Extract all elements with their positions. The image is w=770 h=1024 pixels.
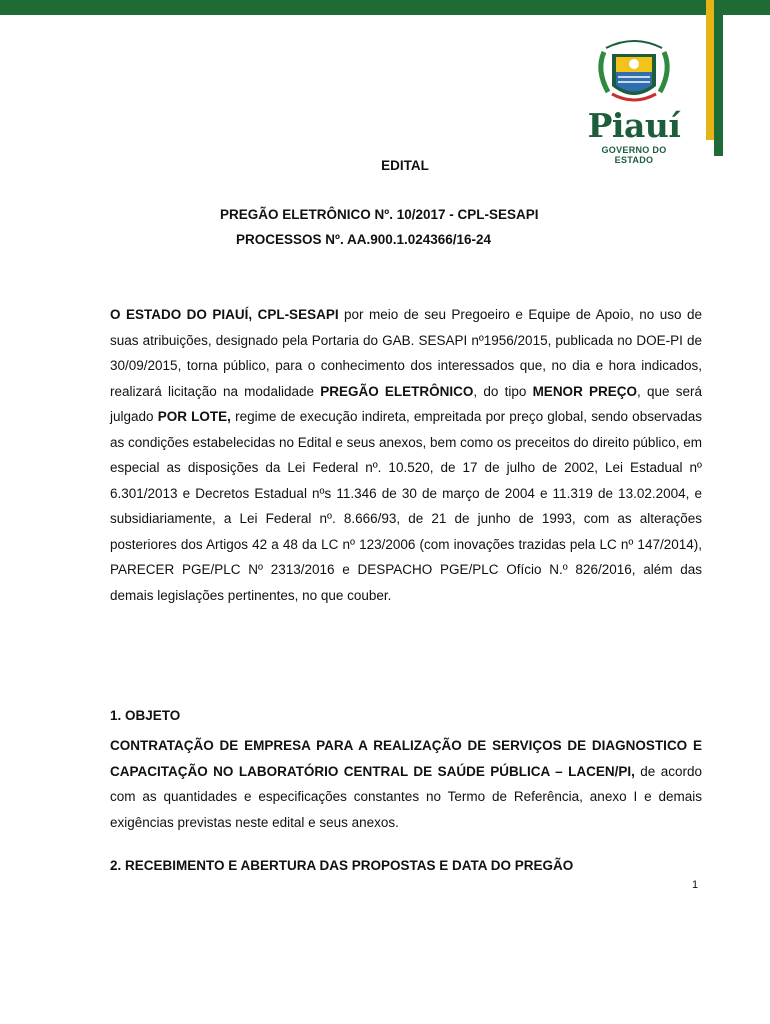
- section-1-heading: 1. OBJETO: [110, 708, 181, 723]
- piaui-coat-of-arms-logo: [582, 34, 686, 165]
- processo-number: PROCESSOS Nº. AA.900.1.024366/16-24: [236, 232, 492, 247]
- intro-paragraph: [110, 302, 702, 608]
- header-green-stripe: [714, 0, 723, 156]
- logo-subtitle: GOVERNO DO ESTADO: [601, 145, 667, 165]
- objeto-paragraph: [110, 733, 702, 835]
- intro-segment: MENOR PREÇO: [532, 383, 638, 399]
- objeto-segment: CONTRATAÇÃO DE EMPRESA PARA A REALIZAÇÃO DE SERVIÇOS DE DIAGNOSTICO E CAPACITAÇÃO NO LABORATÓRIO CENTRAL DE SAÚDE PÚBLICA – LACEN/PI,: [110, 738, 702, 779]
- header-green-bar: [0, 0, 770, 15]
- page-number: 1: [692, 879, 699, 891]
- header-yellow-stripe: [706, 0, 714, 140]
- intro-segment: O ESTADO DO PIAUÍ, CPL-SESAPI: [110, 307, 339, 322]
- intro-segment: por meio de seu Pregoeiro e Equipe de Apoio, no uso de suas atribuições, designado pela Portaria do GAB. SESAPI nº1956/2015, publicada no DOE-PI de 30/09/2015, torna público, para o conhecimento dos interessados que, no dia e hora indicados, realizará licitação na modalidade: [110, 307, 702, 399]
- intro-segment: , que será julgado: [110, 383, 702, 424]
- intro-segment: POR LOTE,: [157, 409, 231, 424]
- intro-segment: , do tipo: [473, 383, 533, 399]
- section-2-heading: 2. RECEBIMENTO E ABERTURA DAS PROPOSTAS E DATA DO PREGÃO: [110, 858, 574, 873]
- pregao-number: PREGÃO ELETRÔNICO Nº. 10/2017 - CPL-SESAPI: [220, 207, 539, 222]
- logo-wordmark: Piauí: [587, 106, 681, 145]
- objeto-segment: de acordo com as quantidades e especificações constantes no Termo de Referência, anexo I e demais exigências previstas neste edital e seus anexos.: [110, 763, 703, 830]
- document-title: EDITAL: [381, 158, 429, 173]
- intro-segment: regime de execução indireta, empreitada por preço global, sendo observadas as condições estabelecidas no Edital e seus anexos, bem como os preceitos do direito público, em especial as disposições da Lei Federal nº. 10.520, de 17 de julho de 2002, Lei Estadual nº 6.301/2013 e Decretos Estadual nºs 11.346 de 30 de março de 2004 e 11.319 de 13.02.2004, e subsidiariamente, a Lei Federal nº. 8.666/93, de 21 de junho de 1993, com as alterações posteriores dos Artigos 42 a 48 da LC nº 123/2006 (com inovações trazidas pela LC nº 147/2014), PARECER PGE/PLC Nº 2313/2016 e DESPACHO PGE/PLC Ofício N.º 826/2016, além das demais legislações pertinentes, no que couber.: [110, 409, 702, 603]
- intro-segment: PREGÃO ELETRÔNICO: [320, 383, 474, 399]
- coat-of-arms-icon: [582, 34, 686, 110]
